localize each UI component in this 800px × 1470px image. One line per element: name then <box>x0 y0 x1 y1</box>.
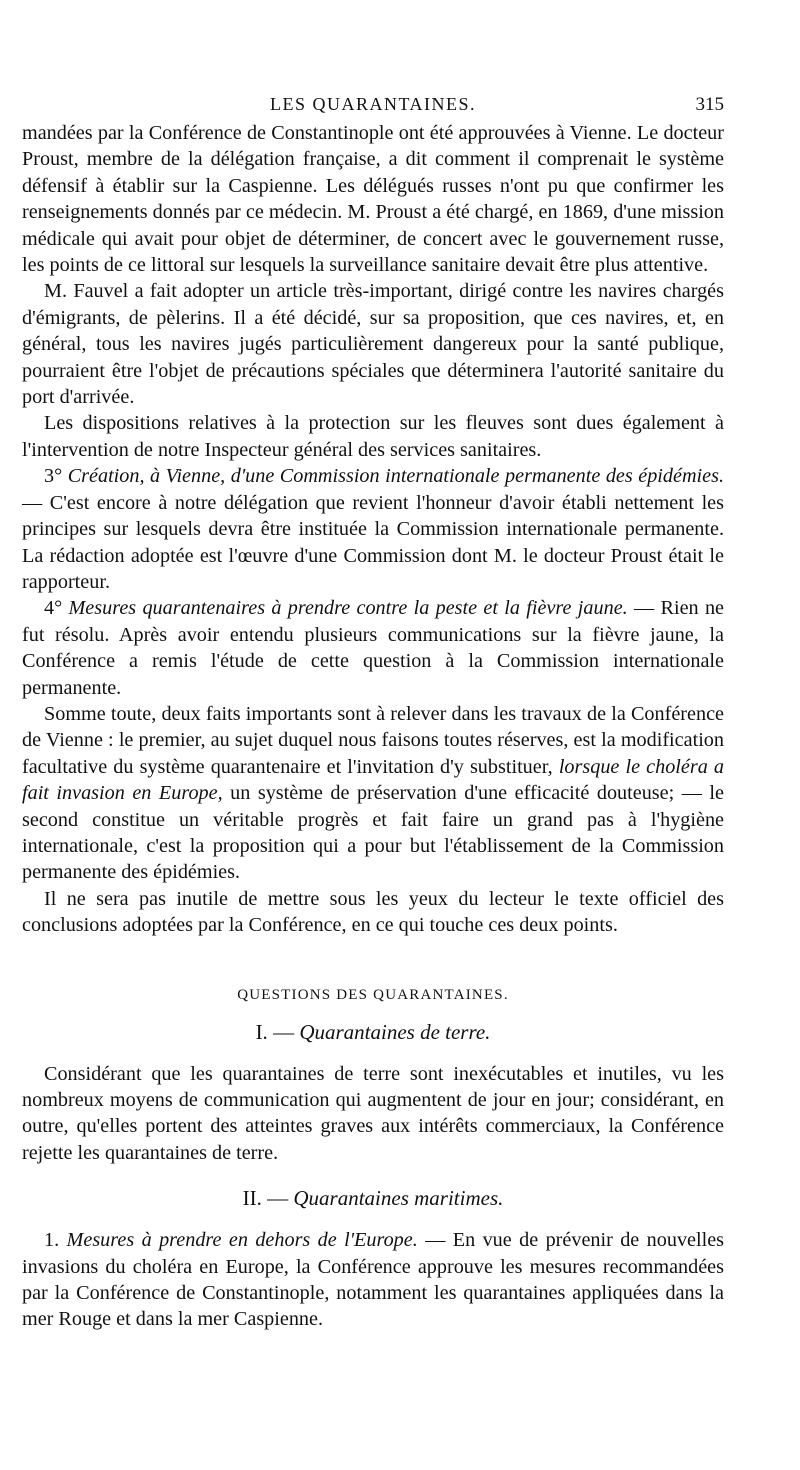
document-page <box>22 94 724 1333</box>
subheading-dash: — <box>267 1186 289 1211</box>
section-title: QUESTIONS DES QUARANTAINES. <box>237 986 509 1003</box>
paragraph-maritime-item-1 <box>22 1227 724 1333</box>
paragraph-text: M. Fauvel a fait adopter un article très-important, dirigé contre les navires chargés d'émigrants, de pèlerins. Il a été décidé, sur sa proposition, que ces navires, et, en général, tous les navires jugés particulièrement dangereux pour la santé publique, pourraient être l'objet de précautions spéciales que déterminera l'autorité sanitaire du port d'arrivée. <box>22 280 724 409</box>
item-heading: Mesures quarantenaires à prendre contre la peste et la fièvre jaune. <box>68 597 628 620</box>
subheading-number: I. <box>255 1019 268 1044</box>
item-heading: Mesures à prendre en dehors de l'Europe. <box>66 1229 418 1252</box>
running-header <box>22 94 724 120</box>
page-number: 315 <box>695 94 724 115</box>
item-heading: Création, à Vienne, d'une Commission internationale permanente des épidémies. <box>67 465 724 488</box>
paragraph-continuation <box>22 120 724 278</box>
subheading-number: II. <box>242 1186 262 1211</box>
subheading-maritime-quarantine <box>22 1186 724 1211</box>
paragraph-text: — Rien ne fut résolu. Après avoir entendu plusieurs communications sur la fièvre jaune, la Conférence a remis l'étude de cette question à la Commission internationale permanente. <box>22 597 724 699</box>
paragraph-fauvel <box>22 278 724 410</box>
running-title: LES QUARANTAINES. <box>269 94 477 114</box>
paragraph-text: Les dispositions relatives à la protection sur les fleuves sont dues également à l'intervention de notre Inspecteur général des services sanitaires. <box>22 412 724 461</box>
paragraph-text: mandées par la Conférence de Constantinople ont été approuvées à Vienne. Le docteur Proust, membre de la délégation française, a dit comment il comprenait le système défensif à établir sur la Caspienne. Les délégués russes n'ont pu que confirmer les renseignements donnés par ce médecin. M. Proust a été chargé, en 1869, d'une mission médicale qui avait pour objet de déterminer, de concert avec le gouvernement russe, les points de ce littoral sur lesquels la surveillance sanitaire devait être plus attentive. <box>22 122 724 277</box>
paragraph-item-3 <box>22 463 724 595</box>
body-text <box>22 120 724 939</box>
paragraph-text: Somme toute, deux faits importants sont à relever dans les travaux de la Conférence de Vienne : le premier, au sujet duquel nous faisons toutes réserves, est la modification facultative du système quarantenaire et l'invitation d'y substituer, <box>22 702 724 778</box>
subheading-land-quarantine <box>22 1020 724 1045</box>
paragraph-text: — C'est encore à notre délégation que revient l'honneur d'avoir établi nettement les principes sur lesquels devra être instituée la Commission internationale permanente. La rédaction adoptée est l'œuvre d'une Commission dont M. le docteur Proust était le rapporteur. <box>22 491 724 593</box>
paragraph-text: — En vue de prévenir de nouvelles invasions du choléra en Europe, la Conférence approuve les mesures recommandées par la Conférence de Constantinople, notamment les quarantaines appliquées dans la mer Rouge et dans la mer Caspienne. <box>22 1229 725 1331</box>
paragraph-text: un système de préservation d'une efficacité douteuse; — le second constitue un véritable progrès et fait faire un grand pas à l'hygiène internationale, c'est la proposition qui a pour but l'établissement de la Commission permanente des épidémies. <box>22 782 725 884</box>
subheading-title: Quarantaines maritimes. <box>293 1186 504 1211</box>
paragraph-emphasis: lorsque le choléra a fait invasion en Europe, <box>22 755 724 805</box>
paragraph-intro-conclusions <box>22 886 724 939</box>
section-body-maritime <box>22 1227 724 1333</box>
subheading-title: Quarantaines de terre. <box>299 1019 491 1044</box>
paragraph-summary <box>22 701 724 886</box>
paragraph-item-4 <box>22 595 724 701</box>
paragraph-land-quarantine <box>22 1061 724 1167</box>
section-body-land <box>22 1061 724 1167</box>
paragraph-text: Il ne sera pas inutile de mettre sous les yeux du lecteur le texte officiel des conclusions adoptées par la Conférence, en ce qui touche ces deux points. <box>22 887 724 937</box>
item-number: 3° <box>44 465 63 488</box>
item-number: 4° <box>44 597 63 620</box>
item-number: 1. <box>44 1229 60 1252</box>
subheading-dash: — <box>273 1019 295 1044</box>
paragraph-fleuves <box>22 410 724 463</box>
paragraph-text: Considérant que les quarantaines de terre sont inexécutables et inutiles, vu les nombreux moyens de communication qui augmentent de jour en jour; considérant, en outre, qu'elles portent des atteintes graves aux intérêts commerciaux, la Conférence rejette les quarantaines de terre. <box>22 1062 724 1164</box>
